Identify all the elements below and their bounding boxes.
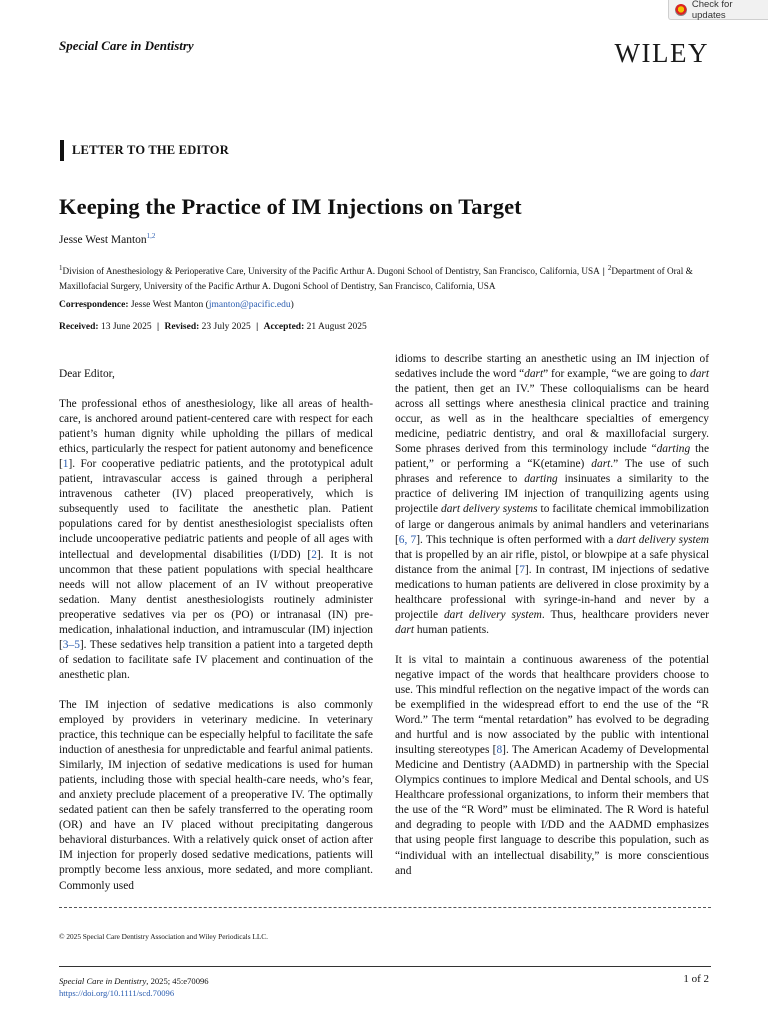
paragraph-text: The professional ethos of anesthesiology, like all areas of health-care, is anchored around patient-centered care with respect for each patient’s human dignity while upholding the pillars of medical ethics, particularly the respect for patient autonomy and beneficence [ (59, 398, 373, 471)
paragraph-text: insinuates a similarity to the practice of delivering IM injection of tranquilizing agents using projectile (395, 473, 709, 516)
emphasized-text: dart (690, 368, 709, 381)
check-for-updates-icon (675, 4, 687, 16)
affil-separator: | (602, 266, 605, 277)
copyright-notice: © 2025 Special Care Dentistry Association and Wiley Periodicals LLC. (59, 932, 268, 941)
accepted-label: Accepted: (263, 322, 305, 332)
citation-volume: , 2025; 45:e70096 (146, 976, 209, 986)
accepted-date: 21 August 2025 (306, 322, 367, 332)
article-type-label: LETTER TO THE EDITOR (60, 140, 229, 161)
page-number: 1 of 2 (683, 973, 709, 985)
citation-reference[interactable]: 3–5 (62, 638, 80, 651)
affil-1-mark: 1 (59, 264, 63, 272)
paragraph-text: ” for example, “we are going to (543, 368, 690, 381)
revised-date: 23 July 2025 (201, 322, 251, 332)
correspondence: Correspondence: Jesse West Manton (jmanton@pacific.edu) (59, 300, 294, 310)
paragraph-text: human patients. (414, 623, 489, 636)
affiliations (59, 261, 711, 294)
paragraph-text: that is propelled by an air rifle, pistol, or blowpipe at a safe physical distance from the animal [ (395, 548, 709, 576)
citation-reference[interactable]: 6, 7 (398, 533, 417, 546)
doi-link[interactable]: https://doi.org/10.1111/scd.70096 (59, 988, 175, 998)
paragraph-text: idioms to describe starting an anesthetic using an IM injection of sedatives include the word “ (395, 353, 709, 381)
footer-rule (59, 966, 711, 967)
author-name: Jesse West Manton (59, 233, 147, 246)
dates-separator: | (256, 322, 259, 332)
paragraph-text: ]. It is not uncommon that these patient populations with special healthcare needs will not allow placement of an IV without preoperative sedation. Many dentist anesthesiologists routinely administer preoperative sedatives via per os (PO) or intranasal (IN) pre-medication, inhalational induction, and intramuscular (IM) injection [ (59, 548, 373, 651)
paragraph-text: ]. This technique is often performed with a (416, 533, 617, 546)
citation-reference[interactable]: 2 (311, 548, 317, 561)
correspondence-name: Jesse West Manton (130, 300, 204, 310)
citation-reference[interactable]: 1 (62, 458, 69, 471)
citation-block (59, 975, 209, 999)
check-for-updates-button[interactable] (668, 0, 768, 20)
revised-label: Revised: (164, 322, 200, 332)
received-label: Received: (59, 322, 99, 332)
body-paragraph-3 (395, 653, 709, 879)
citation-line (59, 976, 209, 986)
body-column-left (59, 367, 373, 909)
paragraph-text: ]. For cooperative pediatric patients, and the prototypical adult patient, intravascular access is gained through a peripheral intravenous catheter (IV) placed preoperatively, which is subsequently used to facilitate the anesthetic plan. Patient populations cared for by dentist anesthesiologist specialists often include uncooperative pediatric patients and people of all ages with intellectual and developmental disabilities (I/DD) [ (59, 458, 373, 561)
emphasized-text: dart (395, 623, 414, 636)
author-affil-marks[interactable]: 1,2 (146, 232, 156, 240)
paragraph-text: . Thus, healthcare providers never (541, 608, 710, 621)
emphasized-text: dart (591, 458, 611, 471)
author-line (59, 232, 155, 246)
citation-journal: Special Care in Dentistry (59, 976, 147, 986)
paragraph-text: ]. These sedatives help transition a patient into a targeted depth of sedation to facilitate safe IV placement and continuation of the anesthetic plan. (59, 638, 373, 681)
affil-2-mark: 2 (607, 264, 612, 272)
emphasized-text: dart (524, 368, 544, 381)
body-paragraph-1 (59, 397, 373, 683)
paragraph-text: ]. In contrast, IM injections of sedative medications to human patients are delivered in close proximity by a healthcare professional with syringe-in-hand and never by a projectile (395, 563, 710, 621)
emphasized-text: darting (524, 473, 558, 486)
citation-reference[interactable]: 7 (519, 563, 525, 576)
body-paragraph-2-start (59, 698, 373, 894)
emphasized-text: dart delivery system (616, 533, 709, 546)
correspondence-label: Correspondence: (59, 300, 129, 310)
emphasized-text: darting (656, 443, 691, 456)
body-column-right (395, 352, 709, 894)
paragraph-text: .” The use of such phrases and reference to (395, 458, 709, 486)
publisher-logo: WILEY (614, 38, 709, 68)
paragraph-text: ]. The American Academy of Developmental Medicine and Dentistry (AADMD) in partnership with the Special Olympics continues to implore Medical and Dental schools, and US Healthcare professional organizations, to inform their members that the use of the “R Word” must be eliminated. The R Word is hateful and degrading to people with I/DD and the AADMD emphasizes that using people first language to describe this population, such as “individual with an intellectual disability,” is more conscientious and (395, 744, 710, 877)
paragraph-text: to facilitate chemical immobilization of large or dangerous animals by animal handlers and veterinarians [ (395, 503, 709, 546)
dates-separator: | (157, 322, 160, 332)
citation-reference[interactable]: 8 (496, 744, 503, 757)
article-dates (59, 322, 367, 332)
page-divider (59, 907, 711, 908)
emphasized-text: dart delivery system (443, 608, 542, 621)
paragraph-text: the patient, then get an IV.” These colloquialisms can be heard across all settings where anesthesia clinical practice and training occur, as well as in the healthcare specialties of emergency medicine, pediatric dentistry, and oral & maxillofacial surgery. Some phrases derived from this terminology include “ (395, 383, 709, 456)
affil-2-text: Department of Oral & Maxillofacial Surgery, University of the Pacific Arthur A. Dugoni School of Dentistry, San Francisco, California, USA (59, 266, 693, 292)
correspondence-email-link[interactable]: jmanton@pacific.edu (208, 300, 291, 310)
received-date: 13 June 2025 (100, 322, 152, 332)
affil-1-text: Division of Anesthesiology & Perioperative Care, University of the Pacific Arthur A. Dugoni School of Dentistry, San Francisco, California, USA (62, 266, 600, 277)
salutation: Dear Editor, (59, 368, 115, 380)
journal-name: Special Care in Dentistry (59, 38, 194, 53)
check-for-updates-label: Check for updates (691, 0, 733, 21)
paragraph-text: The IM injection of sedative medications is also commonly employed by providers in veterinary medicine. In veterinary practice, this technique can be especially helpful to facilitate the safe induction of anesthesia for unpredictable and fearful animal patients. Similarly, IM injection of sedative medications is used for human patients, including those with special health-care needs, who’s fear, and anxiety preclude placement of a preoperative IV. The optimally sedated patient can then be safely transferred to the operating room (OR) and have an IV placed without precipitating dangerous behavioral disturbances. With a relatively quick onset of action after IM injection for properly dosed sedative medications, patients will promptly become less anxious, more sedated, and more compliant. Commonly used (59, 698, 373, 892)
body-paragraph-2-end (395, 352, 709, 638)
paragraph-text: It is vital to maintain a continuous awareness of the potential negative impact of the words that healthcare providers choose to use. This mindful reflection on the negative impact of the words can be exemplified in the widespread effort to end the use of the “R Word.” The term “mental retardation” has evolved to be degrading and hurtful and is now associated by the public with intentional insulting stereotypes [ (395, 653, 709, 757)
article-title: Keeping the Practice of IM Injections on Target (59, 194, 522, 219)
paragraph-text: the patient,” or performing a “K(etamine) (395, 443, 709, 471)
emphasized-text: dart delivery systems (441, 503, 538, 516)
